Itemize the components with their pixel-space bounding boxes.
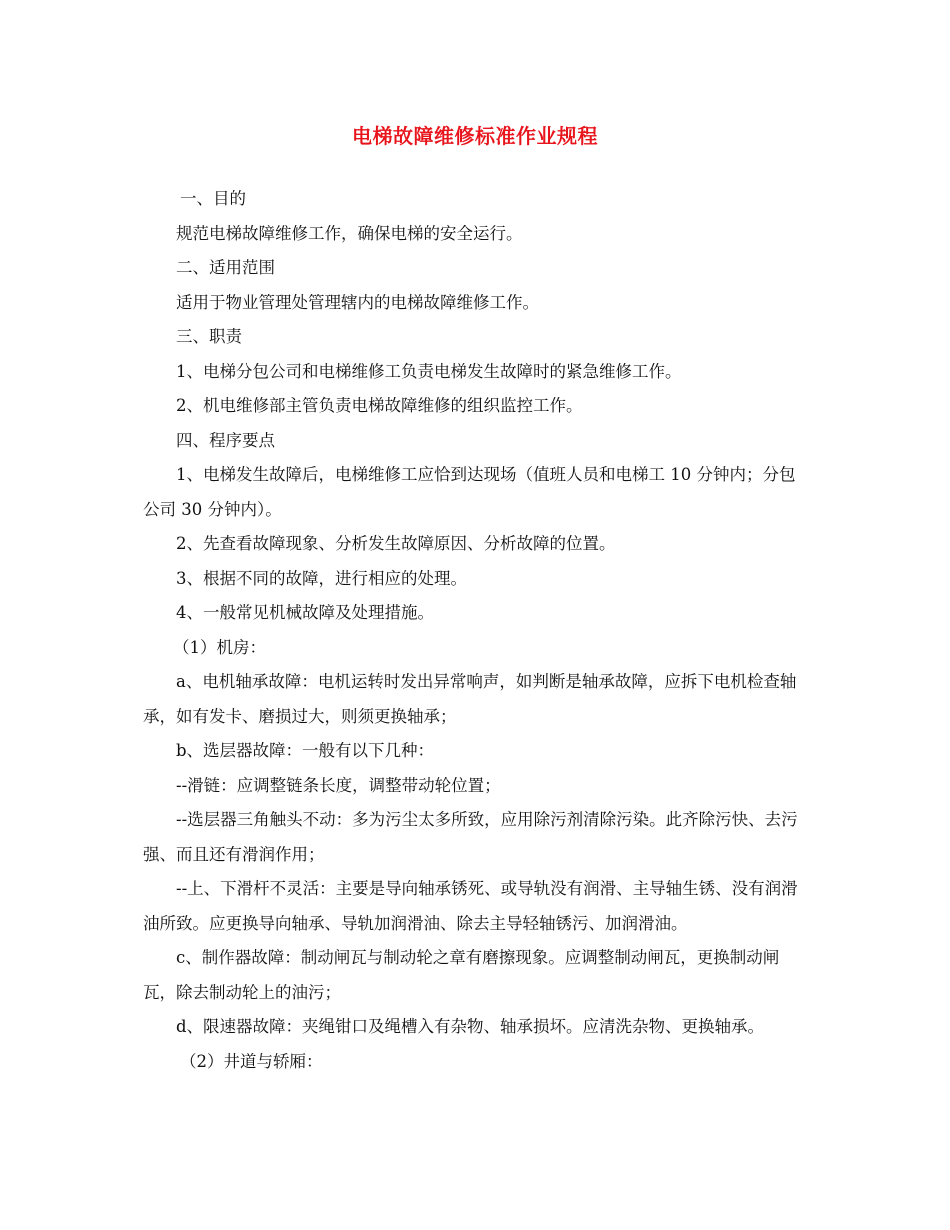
paragraph: 4、一般常见机械故障及处理措施。	[176, 603, 434, 622]
paragraph: a、电机轴承故障：电机运转时发出异常响声，如判断是轴承故障，应拆下电机检查轴承，如有发卡、磨损过大，则须更换轴承；	[143, 672, 797, 726]
paragraph: 二、适用范围	[176, 258, 275, 277]
paragraph: 1、电梯发生故障后，电梯维修工应恰到达现场（值班人员和电梯工 10 分钟内；分包公司 30 分钟内）。	[143, 465, 796, 519]
page-title: 电梯故障维修标准作业规程	[352, 124, 598, 148]
paragraph: 四、程序要点	[176, 430, 275, 450]
paragraph: 三、职责	[176, 327, 242, 346]
paragraph: 2、先查看故障现象、分析发生故障原因、分析故障的位置。	[176, 534, 616, 553]
paragraph: 1、电梯分包公司和电梯维修工负责电梯发生故障时的紧急维修工作。	[176, 361, 682, 381]
paragraph: 规范电梯故障维修工作，确保电梯的安全运行。	[176, 223, 523, 243]
paragraph: c、制作器故障：制动闸瓦与制动轮之章有磨擦现象。应调整制动闸瓦，更换制动闸瓦，除去制动轮上的油污；	[143, 948, 780, 1002]
document-body	[143, 182, 811, 1079]
paragraph: b、选层器故障：一般有以下几种：	[176, 741, 435, 760]
paragraph: 适用于物业管理处管理辖内的电梯故障维修工作。	[176, 292, 539, 312]
paragraph: （2）井道与轿厢：	[180, 1051, 323, 1071]
paragraph: --上、下滑杆不灵活：主要是导向轴承锈死、或导轨没有润滑、主导轴生锈、没有润滑油所致。应更换导向轴承、导轨加润滑油、除去主导轻轴锈污、加润滑油。	[143, 879, 798, 933]
paragraph: 2、机电维修部主管负责电梯故障维修的组织监控工作。	[176, 396, 583, 415]
paragraph: （1）机房：	[173, 637, 266, 657]
paragraph: --选层器三角触头不动：多为污尘太多所致，应用除污剂清除污染。此齐除污快、去污强、而且还有滑润作用；	[143, 810, 798, 864]
paragraph: 3、根据不同的故障，进行相应的处理。	[176, 568, 467, 588]
paragraph: --滑链：应调整链条长度，调整带动轮位置；	[176, 775, 501, 795]
paragraph: d、限速器故障：夹绳钳口及绳槽入有杂物、轴承损坏。应清洗杂物、更换轴承。	[176, 1017, 765, 1036]
paragraph: 一、目的	[180, 189, 246, 208]
